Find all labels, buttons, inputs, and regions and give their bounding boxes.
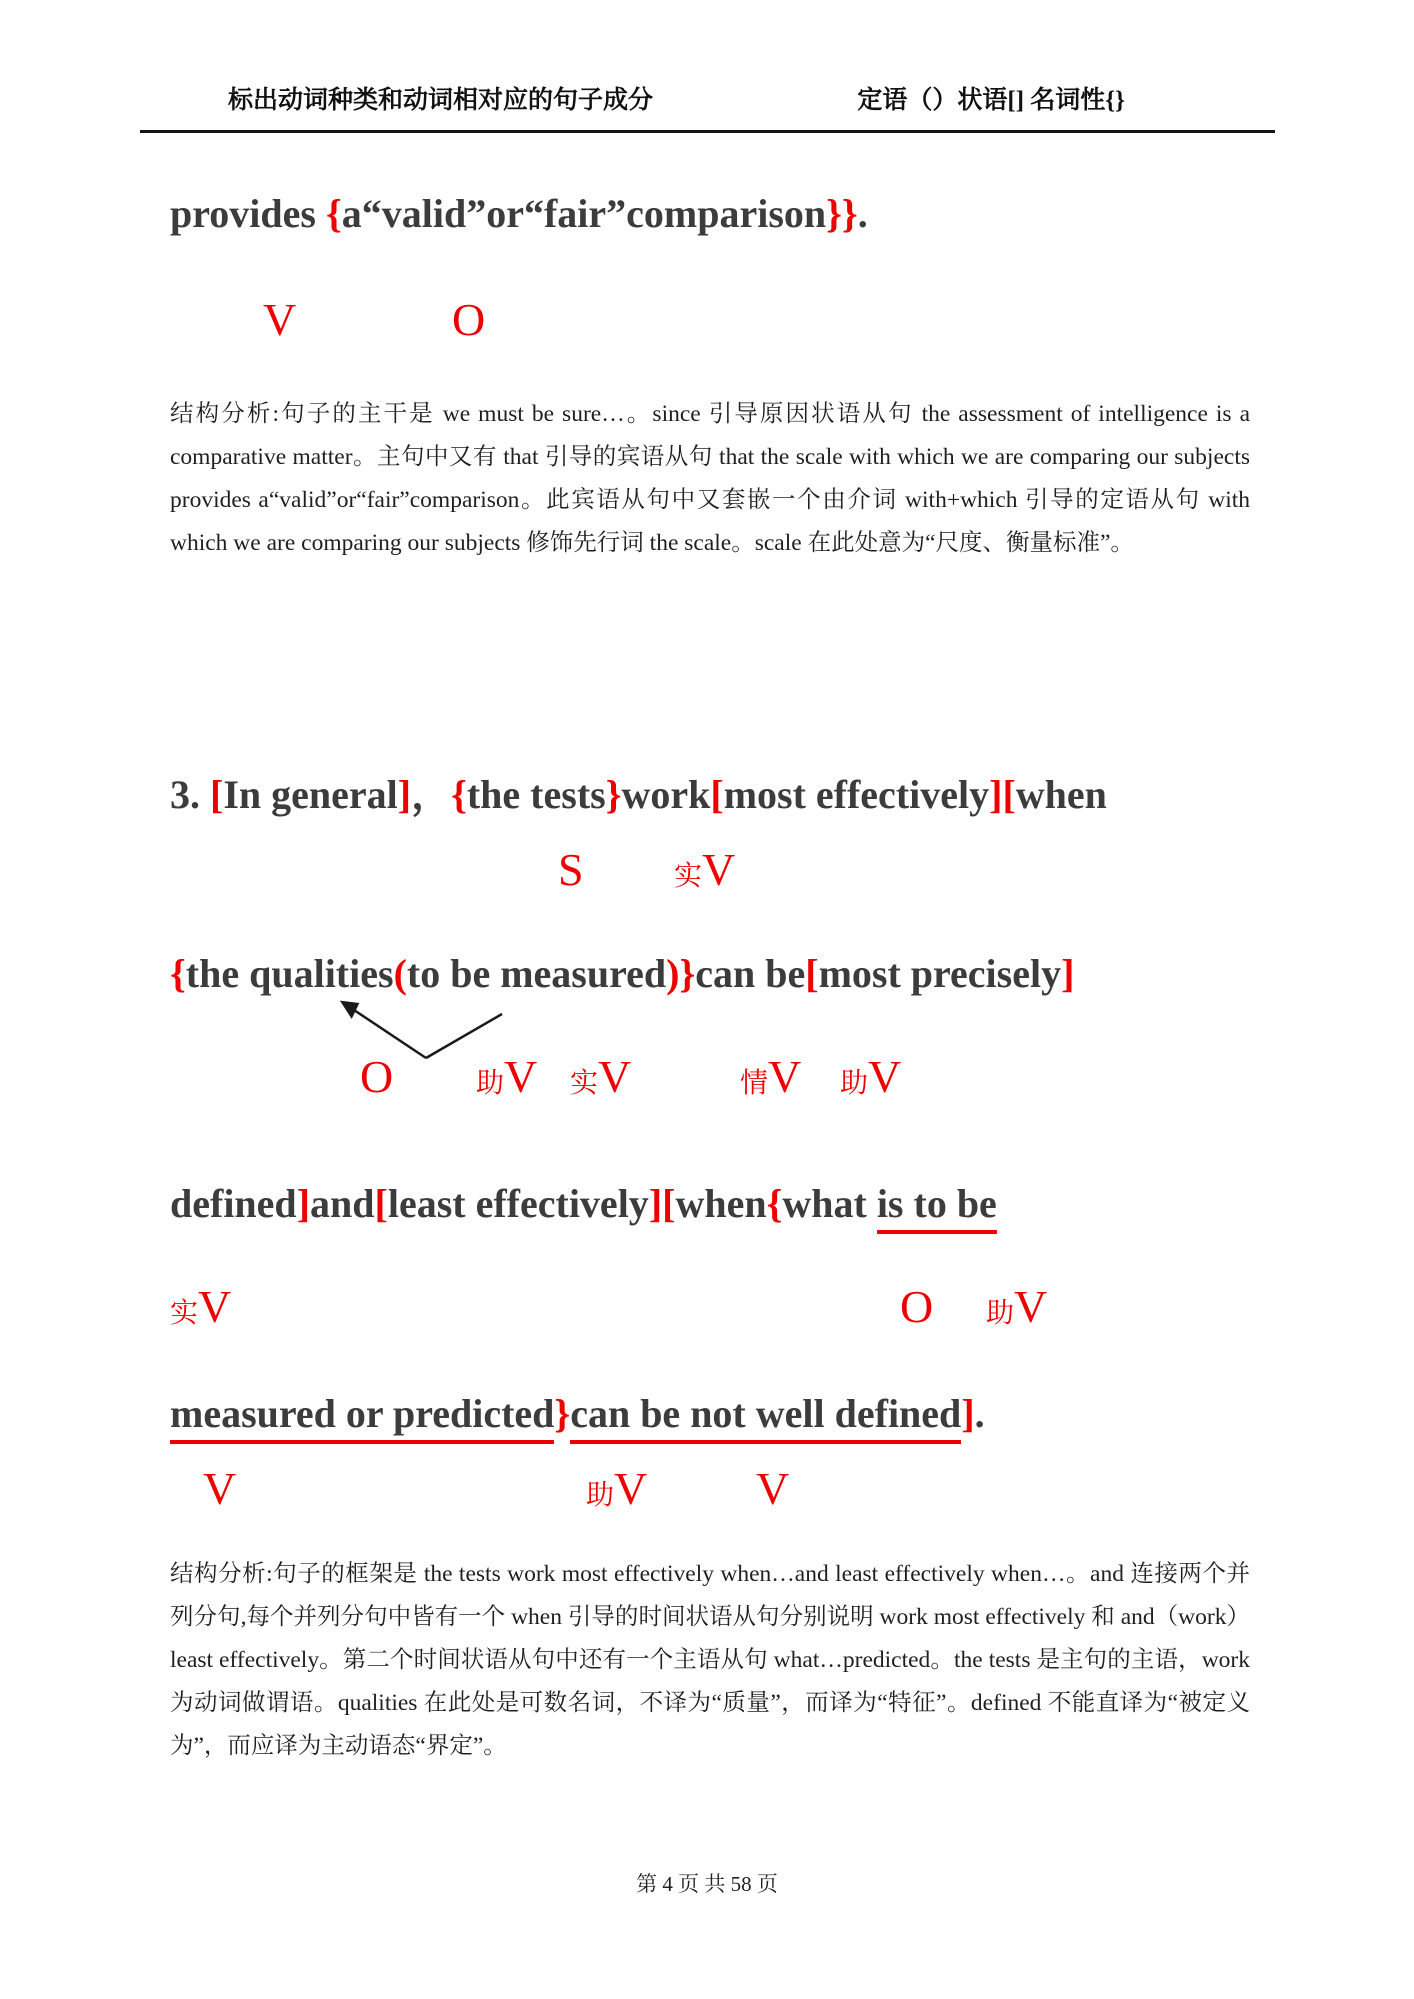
verb-annotation [452,293,485,346]
text-segment: } [605,772,622,817]
text-segment: most effectively [723,772,990,817]
text-segment: defined [170,1181,297,1226]
text-segment: }} [826,191,858,236]
text-segment: 3. [170,772,210,817]
verb-letter-label: O [452,294,486,345]
text-segment: measured or predicted [170,1391,554,1444]
sentence2-analysis-paragraph: 结构分析:句子的主干是 we must be sure…。since 引导原因状语从句 the assessment of intelligence is a comparative matter。主句中又有 that 引导的宾语从句 that the scale with which we are comparing our subjects provides a“valid”or“fair”comparison。此宾语从句中又套嵌一个由介词 with+which 引导的定语从句 with which we are comparing our subjects 修饰先行词 the scale。scale 在此处意为“尺度、衡量标准”。 [170,401,1250,556]
text-segment: In general [223,772,398,817]
text-segment: { [325,191,342,236]
text-segment: work [621,772,711,817]
text-segment: ] [397,772,412,817]
verb-annotation [674,843,735,896]
text-segment: ( [393,951,407,996]
verb-letter-label: V [614,1463,648,1514]
verb-annotation [170,1280,231,1333]
verb-type-cjk-label: 助 [840,1068,869,1099]
verb-type-cjk-label: 实 [674,861,703,892]
header-rule [140,130,1275,133]
verb-annotation [570,1050,631,1103]
verb-letter-label: V [263,294,297,345]
text-segment: [ [710,772,724,817]
sentence3-verb-annotation-row2 [0,1050,1414,1112]
verb-annotation [586,1462,647,1515]
sentence3-line1 [170,763,1107,820]
text-segment: { [766,1181,783,1226]
sentence2-verb-annotation-row [0,293,1414,355]
text-segment: } [554,1391,571,1436]
verb-letter-label: V [768,1051,802,1102]
sentence2-tail-line [170,190,868,237]
verb-annotation [203,1462,236,1515]
text-segment: ][ [648,1181,676,1226]
text-segment: to be measured [406,951,667,996]
text-segment: most precisely [818,951,1062,996]
verb-letter-label: S [558,844,584,895]
verb-letter-label: V [868,1051,902,1102]
text-segment: ][ [989,772,1016,817]
verb-type-cjk-label: 情 [740,1068,769,1099]
verb-annotation [360,1050,393,1103]
verb-annotation [986,1280,1047,1333]
text-segment: { [451,772,467,817]
text-segment: . [974,1391,985,1436]
text-segment: ] [296,1181,311,1226]
verb-letter-label: V [1014,1281,1048,1332]
text-segment: when [1015,772,1107,817]
verb-letter-label: V [198,1281,232,1332]
verb-type-cjk-label: 实 [570,1068,599,1099]
verb-letter-label: O [900,1281,934,1332]
text-segment: least effectively [387,1181,649,1226]
verb-type-cjk-label: 助 [986,1298,1015,1329]
text-segment: and [310,1181,375,1226]
text-segment: provides [170,191,326,236]
text-segment: [ [210,772,224,817]
verb-annotation [558,843,584,896]
text-segment: the qualities [185,951,394,996]
verb-letter-label: O [360,1051,394,1102]
text-segment: { [170,951,186,996]
text-segment: can be [695,951,806,996]
sentence3-verb-annotation-row3 [0,1280,1414,1342]
verb-type-cjk-label: 实 [170,1298,199,1329]
text-segment: ， [411,772,452,817]
text-segment: a“valid”or“fair”comparison [341,191,827,236]
text-segment: ] [1061,951,1075,996]
verb-letter-label: V [702,844,736,895]
verb-annotation [476,1050,537,1103]
text-segment: what [782,1181,877,1226]
sentence3-analysis-paragraph: 结构分析:句子的框架是 the tests work most effectively when…and least effectively when…。and 连接两个并列分句,每个并列分句中皆有一个 when 引导的时间状语从句分别说明 work most effectively 和 and（work）least effectively。第二个时间状语从句中还有一个主语从句 what…predicted。the tests 是主句的主语，work 为动词做谓语。qualities 在此处是可数名词，不译为“质量”，而译为“特征”。defined 不能直译为“被定义为”，而应译为主动语态“界定”。 [170,1561,1250,1759]
header-right-legend: 定语（）状语[] 名词性{} [857,87,1125,114]
verb-letter-label: V [504,1051,538,1102]
header-left-title: 标出动词种类和动词相对应的句子成分 [228,87,654,114]
text-segment: )} [666,951,696,996]
sentence3-verb-annotation-row4 [0,1462,1414,1524]
text-segment: ] [961,1391,975,1436]
text-segment: [ [374,1181,388,1226]
verb-annotation [263,293,296,346]
text-segment: is to be [877,1181,997,1234]
text-segment: [ [805,951,819,996]
sentence3-line3 [170,1180,997,1227]
verb-annotation [840,1050,901,1103]
verb-type-cjk-label: 助 [476,1068,505,1099]
text-segment: when [675,1181,767,1226]
verb-type-cjk-label: 助 [586,1480,615,1511]
text-segment: . [857,191,868,236]
text-segment: can be not well defined [570,1391,961,1444]
verb-letter-label: V [598,1051,632,1102]
text-segment: the tests [466,772,606,817]
sentence3-line4 [170,1390,985,1437]
verb-letter-label: V [203,1463,237,1514]
verb-annotation [740,1050,801,1103]
page-number-footer: 第 4 页 共 58 页 [636,1872,778,1896]
sentence3-line2 [170,950,1074,997]
verb-annotation [756,1462,789,1515]
sentence3-verb-annotation-row1 [0,843,1414,905]
verb-letter-label: V [756,1463,790,1514]
verb-annotation [900,1280,933,1333]
